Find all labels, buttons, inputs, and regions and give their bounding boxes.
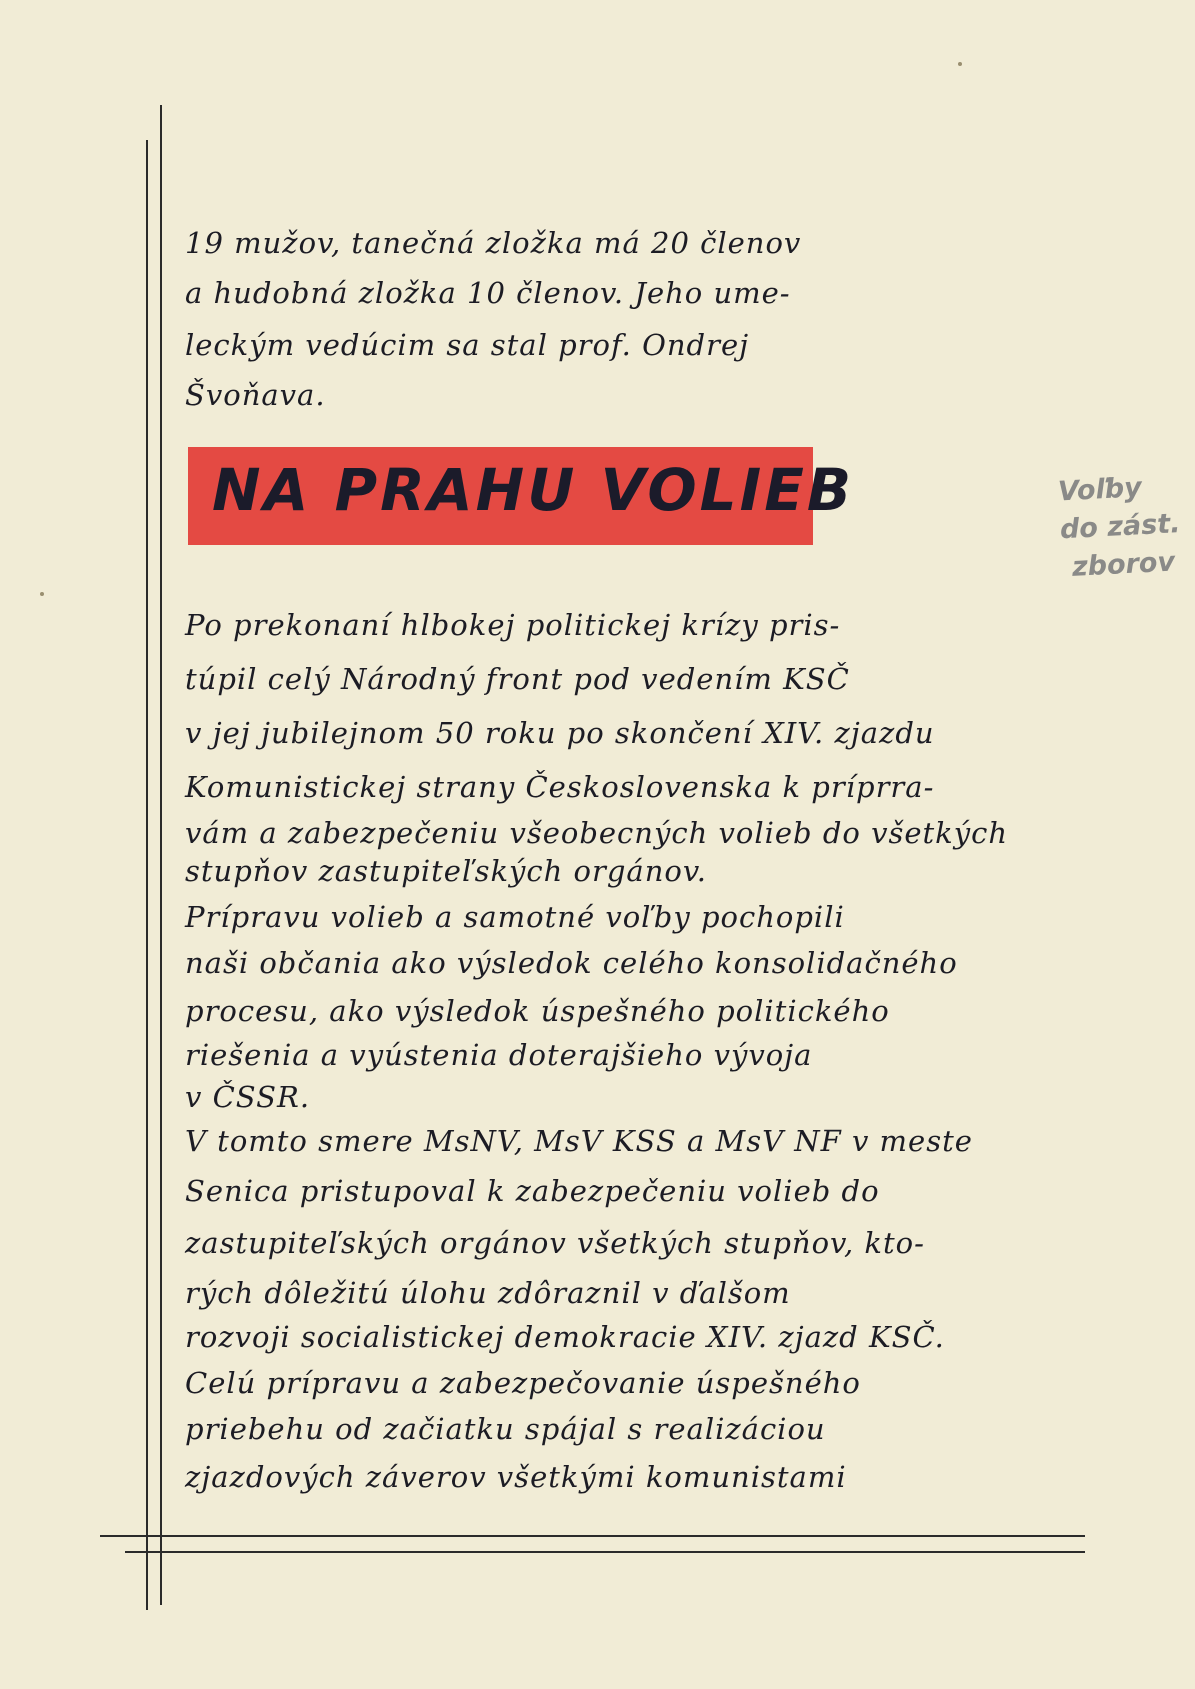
margin-line-left-outer [146,140,148,1610]
text-line: riešenia a vyústenia doterajšieho vývoja [185,1038,813,1072]
margin-annotation-line: Voľby [1057,472,1143,508]
text-line: zjazdových záverov všetkými komunistami [185,1460,847,1494]
text-line: Komunistickej strany Československa k príprra- [185,770,935,804]
text-line: procesu, ako výsledok úspešného politického [185,994,890,1028]
margin-line-left-inner [160,105,162,1605]
text-line: priebehu od začiatku spájal s realizáciou [185,1412,826,1446]
text-line: stupňov zastupiteľských orgánov. [185,854,708,888]
text-line: Švoňava. [185,378,326,412]
text-line: 19 mužov, tanečná zložka má 20 členov [185,226,802,260]
text-line: v ČSSR. [185,1080,311,1114]
text-line: rých dôležitú úlohu zdôraznil v ďalšom [185,1276,791,1310]
text-line: Celú prípravu a zabezpečovanie úspešného [185,1366,861,1400]
text-line: V tomto smere MsNV, MsV KSS a MsV NF v meste [185,1124,973,1158]
paper-speck [40,592,44,596]
text-line: rozvoji socialistickej demokracie XIV. zjazd KSČ. [185,1320,945,1354]
bottom-rule-lower [125,1551,1085,1553]
text-line: v jej jubilejnom 50 roku po skončení XIV. zjazdu [185,716,935,750]
text-line: vám a zabezpečeniu všeobecných volieb do všetkých [185,816,1009,850]
section-heading: NA PRAHU VOLIEB [212,456,855,524]
text-line: a hudobná zložka 10 členov. Jeho ume- [185,276,791,310]
margin-annotation-line: zborov [1071,546,1176,583]
text-line: Senica pristupoval k zabezpečeniu volieb do [185,1174,880,1208]
text-line: naši občania ako výsledok celého konsolidačného [185,946,958,980]
paper-speck [958,62,962,66]
text-line: túpil celý Národný front pod vedením KSČ [185,662,850,696]
text-line: zastupiteľských orgánov všetkých stupňov, kto- [185,1226,925,1260]
margin-annotation [1057,467,1193,588]
margin-annotation-line: do zást. [1059,508,1182,546]
bottom-rule-upper [100,1535,1085,1537]
text-line: Po prekonaní hlbokej politickej krízy pris- [185,608,841,642]
text-line: Prípravu volieb a samotné voľby pochopili [185,900,845,934]
text-line: leckým vedúcim sa stal prof. Ondrej [185,328,750,362]
